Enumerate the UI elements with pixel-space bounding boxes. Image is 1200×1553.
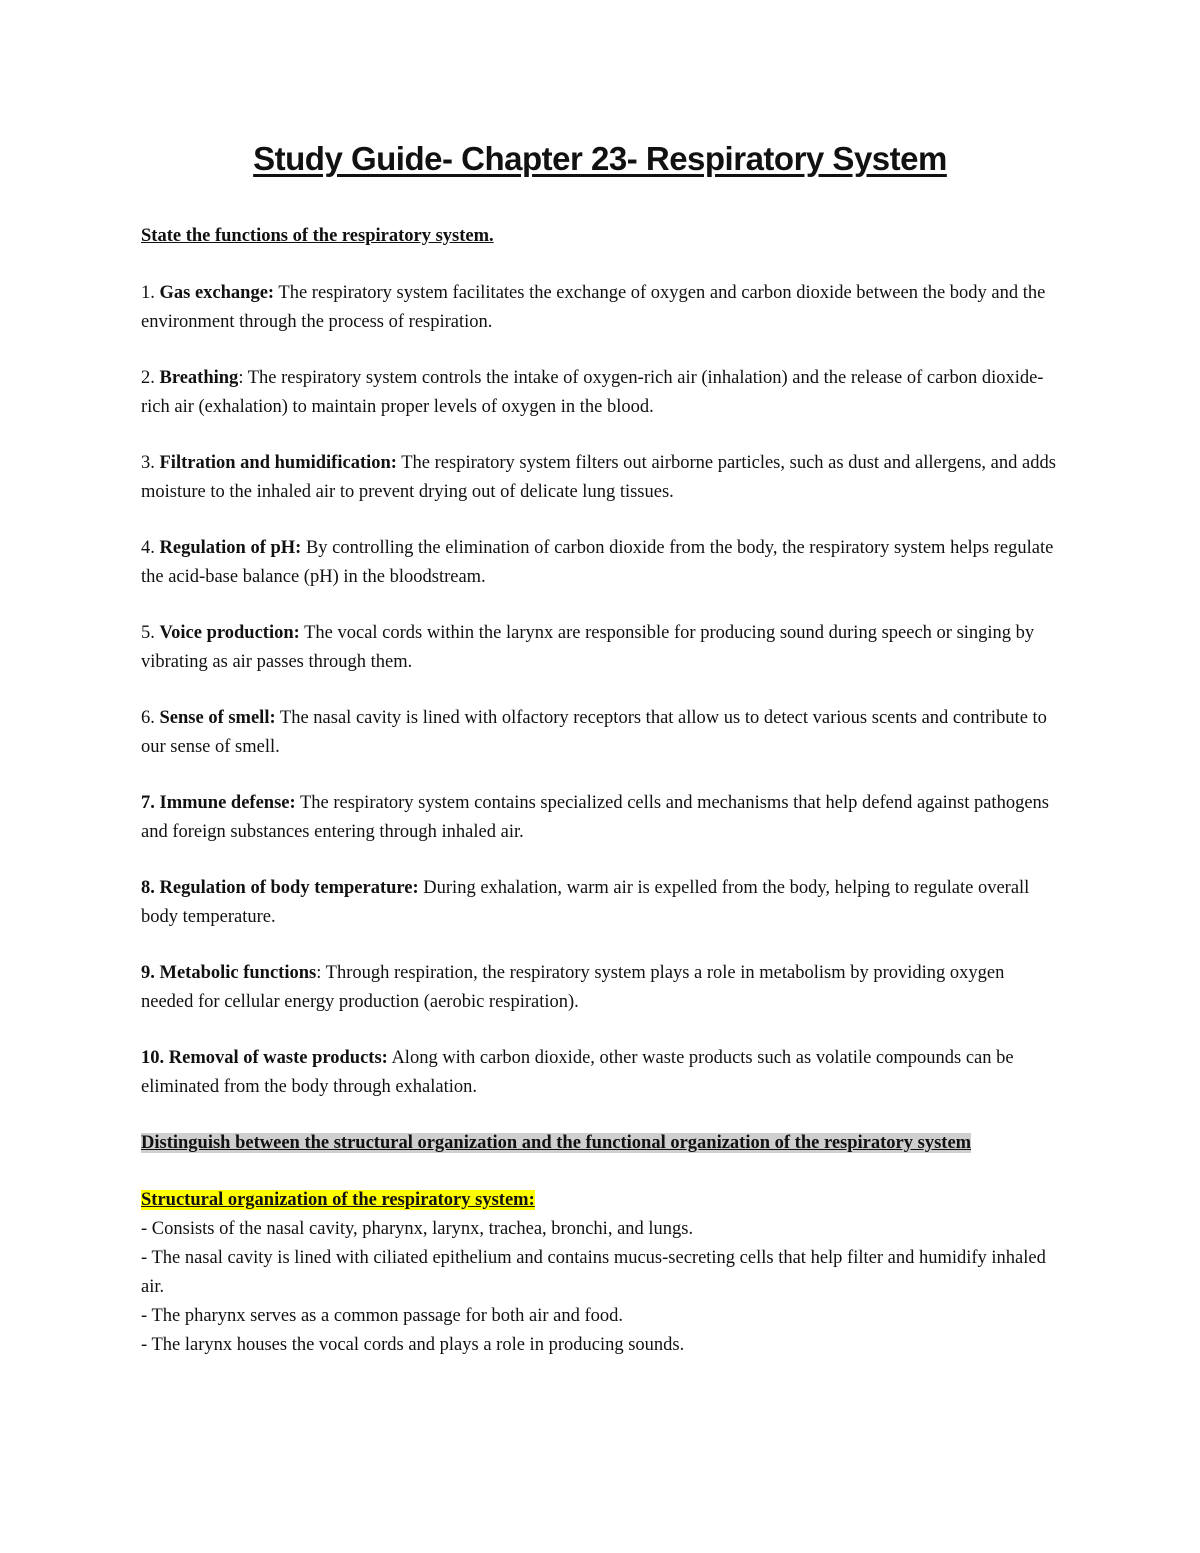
- item-number: 9.: [141, 963, 155, 983]
- question-heading-functions: State the functions of the respiratory system.: [141, 226, 494, 246]
- structural-section: [141, 1186, 1061, 1360]
- function-item-1: [141, 279, 1061, 337]
- item-number: 1.: [141, 283, 155, 303]
- question-heading-organization: Distinguish between the structural organization and the functional organization of the respiratory system: [141, 1133, 972, 1153]
- item-text: The nasal cavity is lined with olfactory receptors that allow us to detect various scents and contribute to our sense of smell.: [141, 708, 1047, 757]
- item-text: The respiratory system facilitates the exchange of oxygen and carbon dioxide between the body and the environment through the process of respiration.: [141, 283, 1046, 332]
- structural-point-3: - The pharynx serves as a common passage for both air and food.: [141, 1306, 624, 1326]
- item-number: 4.: [141, 538, 155, 558]
- item-number: 8.: [141, 878, 155, 898]
- item-number: 2.: [141, 368, 155, 388]
- structural-point-4: - The larynx houses the vocal cords and plays a role in producing sounds.: [141, 1335, 685, 1355]
- item-term: Immune defense:: [159, 793, 296, 813]
- item-text: Along with carbon dioxide, other waste products such as volatile compounds can be eliminated from the body through exhalation.: [141, 1048, 1014, 1097]
- item-term: Removal of waste products:: [168, 1048, 388, 1068]
- item-text: The respiratory system contains specialized cells and mechanisms that help defend against pathogens and foreign substances entering through inhaled air.: [141, 793, 1049, 842]
- function-item-5: [141, 619, 1061, 677]
- item-term: Gas exchange:: [159, 283, 275, 303]
- function-item-3: [141, 449, 1061, 507]
- structural-point-2: - The nasal cavity is lined with ciliated epithelium and contains mucus-secreting cells that help filter and humidify inhaled air.: [141, 1248, 1046, 1297]
- item-text: The vocal cords within the larynx are responsible for producing sound during speech or singing by vibrating as air passes through them.: [141, 623, 1035, 672]
- function-item-6: [141, 704, 1061, 762]
- item-text: : The respiratory system controls the intake of oxygen-rich air (inhalation) and the release of carbon dioxide-rich air (exhalation) to maintain proper levels of oxygen in the blood.: [141, 368, 1044, 417]
- item-term: Voice production:: [159, 623, 300, 643]
- item-term: Metabolic functions: [159, 963, 317, 983]
- item-text: During exhalation, warm air is expelled from the body, helping to regulate overall body temperature.: [141, 878, 1030, 927]
- item-term: Regulation of body temperature:: [159, 878, 419, 898]
- item-text: : Through respiration, the respiratory system plays a role in metabolism by providing oxygen needed for cellular energy production (aerobic respiration).: [141, 963, 1005, 1012]
- item-number: 10.: [141, 1048, 165, 1068]
- item-text: By controlling the elimination of carbon dioxide from the body, the respiratory system helps regulate the acid-base balance (pH) in the bloodstream.: [141, 538, 1054, 587]
- document-title: Study Guide- Chapter 23- Respiratory System: [253, 140, 947, 177]
- function-item-9: [141, 959, 1061, 1017]
- item-number: 7.: [141, 793, 155, 813]
- structural-point-1: - Consists of the nasal cavity, pharynx, larynx, trachea, bronchi, and lungs.: [141, 1219, 694, 1239]
- document-body: [141, 222, 1061, 1360]
- function-item-4: [141, 534, 1061, 592]
- item-term: Sense of smell:: [159, 708, 276, 728]
- item-text: The respiratory system filters out airborne particles, such as dust and allergens, and adds moisture to the inhaled air to prevent drying out of delicate lung tissues.: [141, 453, 1056, 502]
- item-term: Regulation of pH:: [159, 538, 302, 558]
- item-term: Filtration and humidification:: [159, 453, 397, 473]
- item-number: 6.: [141, 708, 155, 728]
- function-item-10: [141, 1044, 1061, 1102]
- structural-heading: Structural organization of the respiratory system:: [141, 1190, 535, 1210]
- item-number: 5.: [141, 623, 155, 643]
- function-item-7: [141, 789, 1061, 847]
- question-heading-organization-wrap: [141, 1129, 1061, 1158]
- function-item-8: [141, 874, 1061, 932]
- item-number: 3.: [141, 453, 155, 473]
- function-item-2: [141, 364, 1061, 422]
- item-term: Breathing: [159, 368, 239, 388]
